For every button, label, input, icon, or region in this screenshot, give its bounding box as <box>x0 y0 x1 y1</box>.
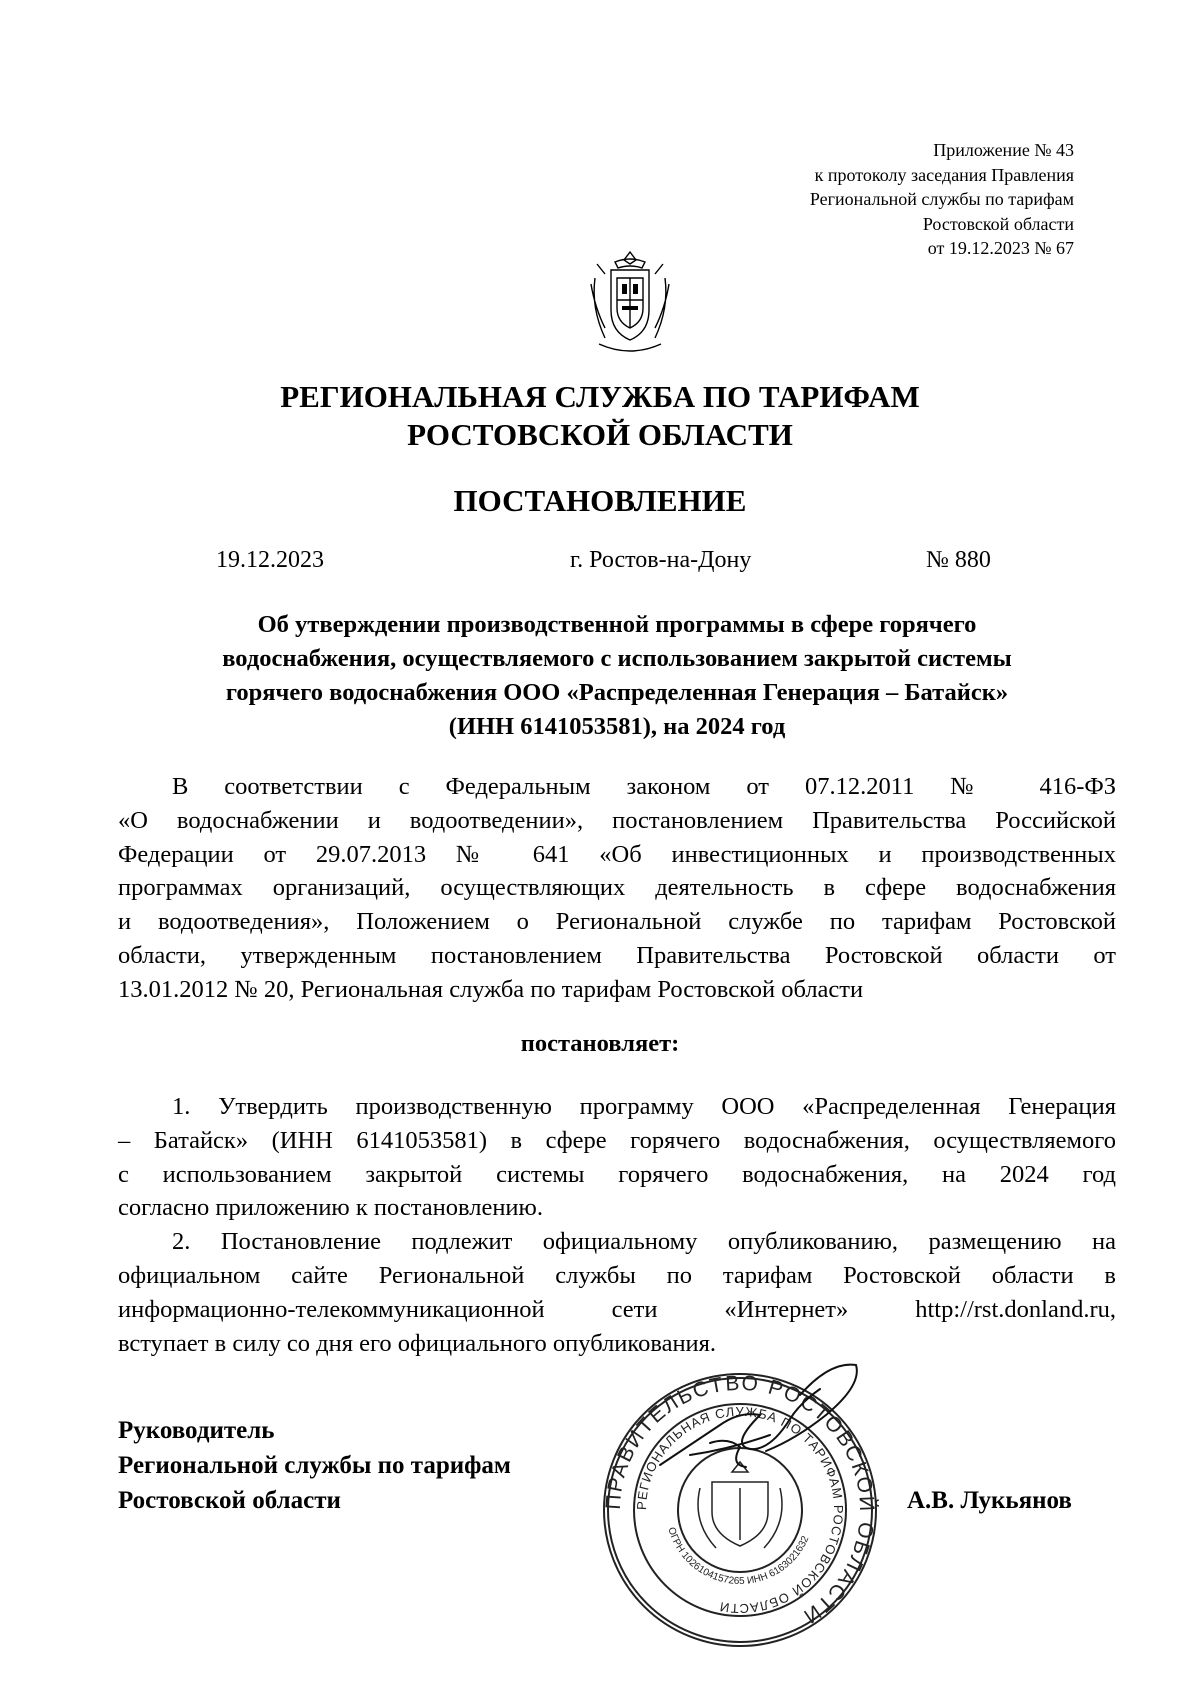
basis-line: 13.01.2012 № 20, Региональная служба по тарифам Ростовской области <box>118 975 864 1003</box>
basis-line: «О водоснабжении и водоотведении», постановлением Правительства Российской <box>118 806 1116 834</box>
document-date: 19.12.2023 <box>216 547 324 573</box>
document-subject <box>118 608 1116 744</box>
organization-line-2: РОСТОВСКОЙ ОБЛАСТИ <box>407 417 793 452</box>
organization-line-1: РЕГИОНАЛЬНАЯ СЛУЖБА ПО ТАРИФАМ <box>280 379 920 414</box>
signatory-title-line-1: Руководитель <box>118 1417 275 1444</box>
coat-of-arms-icon <box>585 248 675 356</box>
signatory-name: А.В. Лукьянов <box>907 1487 1072 1514</box>
subject-line-4: (ИНН 6141053581), на 2024 год <box>448 713 786 740</box>
seal-outer-text: ПРАВИТЕЛЬСТВО РОСТОВСКОЙ ОБЛАСТИ <box>601 1371 879 1629</box>
basis-line: области, утвержденным постановлением Правительства Ростовской области от <box>118 941 1116 969</box>
basis-paragraph <box>118 770 1116 1007</box>
item-line: с использованием закрытой системы горячего водоснабжения, на 2024 год <box>118 1160 1116 1188</box>
basis-line: Федерации от 29.07.2013 № 641 «Об инвестиционных и производственных <box>118 840 1116 868</box>
subject-line-3: горячего водоснабжения ООО «Распределенная Генерация – Батайск» <box>225 679 1009 706</box>
svg-text:ОГРН 1026104157265 ИНН 6163021 <box>665 1526 811 1587</box>
subject-line-2: водоснабжения, осуществляемого с использованием закрытой системы <box>222 645 1012 672</box>
item-line: – Батайск» (ИНН 6141053581) в сфере горячего водоснабжения, осуществляемого <box>118 1126 1116 1154</box>
signatory-title-line-2: Региональной службы по тарифам <box>118 1452 511 1479</box>
item-line: официальном сайте Региональной службы по тарифам Ростовской области в <box>118 1261 1116 1289</box>
item-line: информационно-телекоммуникационной сети «Интернет» http://rst.donland.ru, <box>118 1295 1116 1323</box>
annex-region: Ростовской области <box>922 213 1074 234</box>
resolves-heading: постановляет: <box>520 1030 680 1057</box>
annex-protocol-ref: к протоколу заседания Правления <box>814 164 1074 185</box>
document-city: г. Ростов-на-Дону <box>570 547 752 573</box>
decision-items <box>118 1090 1116 1360</box>
basis-line: программах организаций, осуществляющих деятельность в сфере водоснабжения <box>118 874 1116 902</box>
item-line: согласно приложению к постановлению. <box>118 1194 543 1222</box>
handwritten-signature <box>650 1355 870 1505</box>
item-line: 1. Утвердить производственную программу ООО «Распределенная Генерация <box>172 1093 1116 1120</box>
annex-number: Приложение № 43 <box>933 140 1074 160</box>
signatory-title <box>118 1413 511 1518</box>
item-line: вступает в силу со дня его официального опубликования. <box>118 1329 717 1357</box>
document-meta-row <box>0 543 1200 577</box>
item-line: 2. Постановление подлежит официальному опубликованию, размещению на <box>172 1228 1116 1256</box>
seal-id-text: ОГРН 1026104157265 ИНН 6163021632 <box>665 1525 812 1588</box>
subject-line-1: Об утверждении производственной программы в сфере горячего <box>257 611 977 638</box>
signatory-title-line-3: Ростовской области <box>118 1487 341 1514</box>
organization-heading <box>0 378 1200 454</box>
document-number: № 880 <box>926 547 991 573</box>
annex-block <box>554 138 1074 261</box>
seal-inner-text: РЕГИОНАЛЬНАЯ СЛУЖБА ПО ТАРИФАМ РОСТОВСКОЙ ОБЛАСТИ <box>633 1403 847 1617</box>
basis-line: и водоотведения», Положением о Региональной службе по тарифам Ростовской <box>118 908 1116 936</box>
annex-agency: Региональной службы по тарифам <box>809 189 1074 209</box>
document-type-title: ПОСТАНОВЛЕНИЕ <box>453 483 747 518</box>
basis-line: В соответствии с Федеральным законом от 07.12.2011 № 416-ФЗ <box>172 773 1116 800</box>
annex-date-number: от 19.12.2023 № 67 <box>927 238 1074 258</box>
